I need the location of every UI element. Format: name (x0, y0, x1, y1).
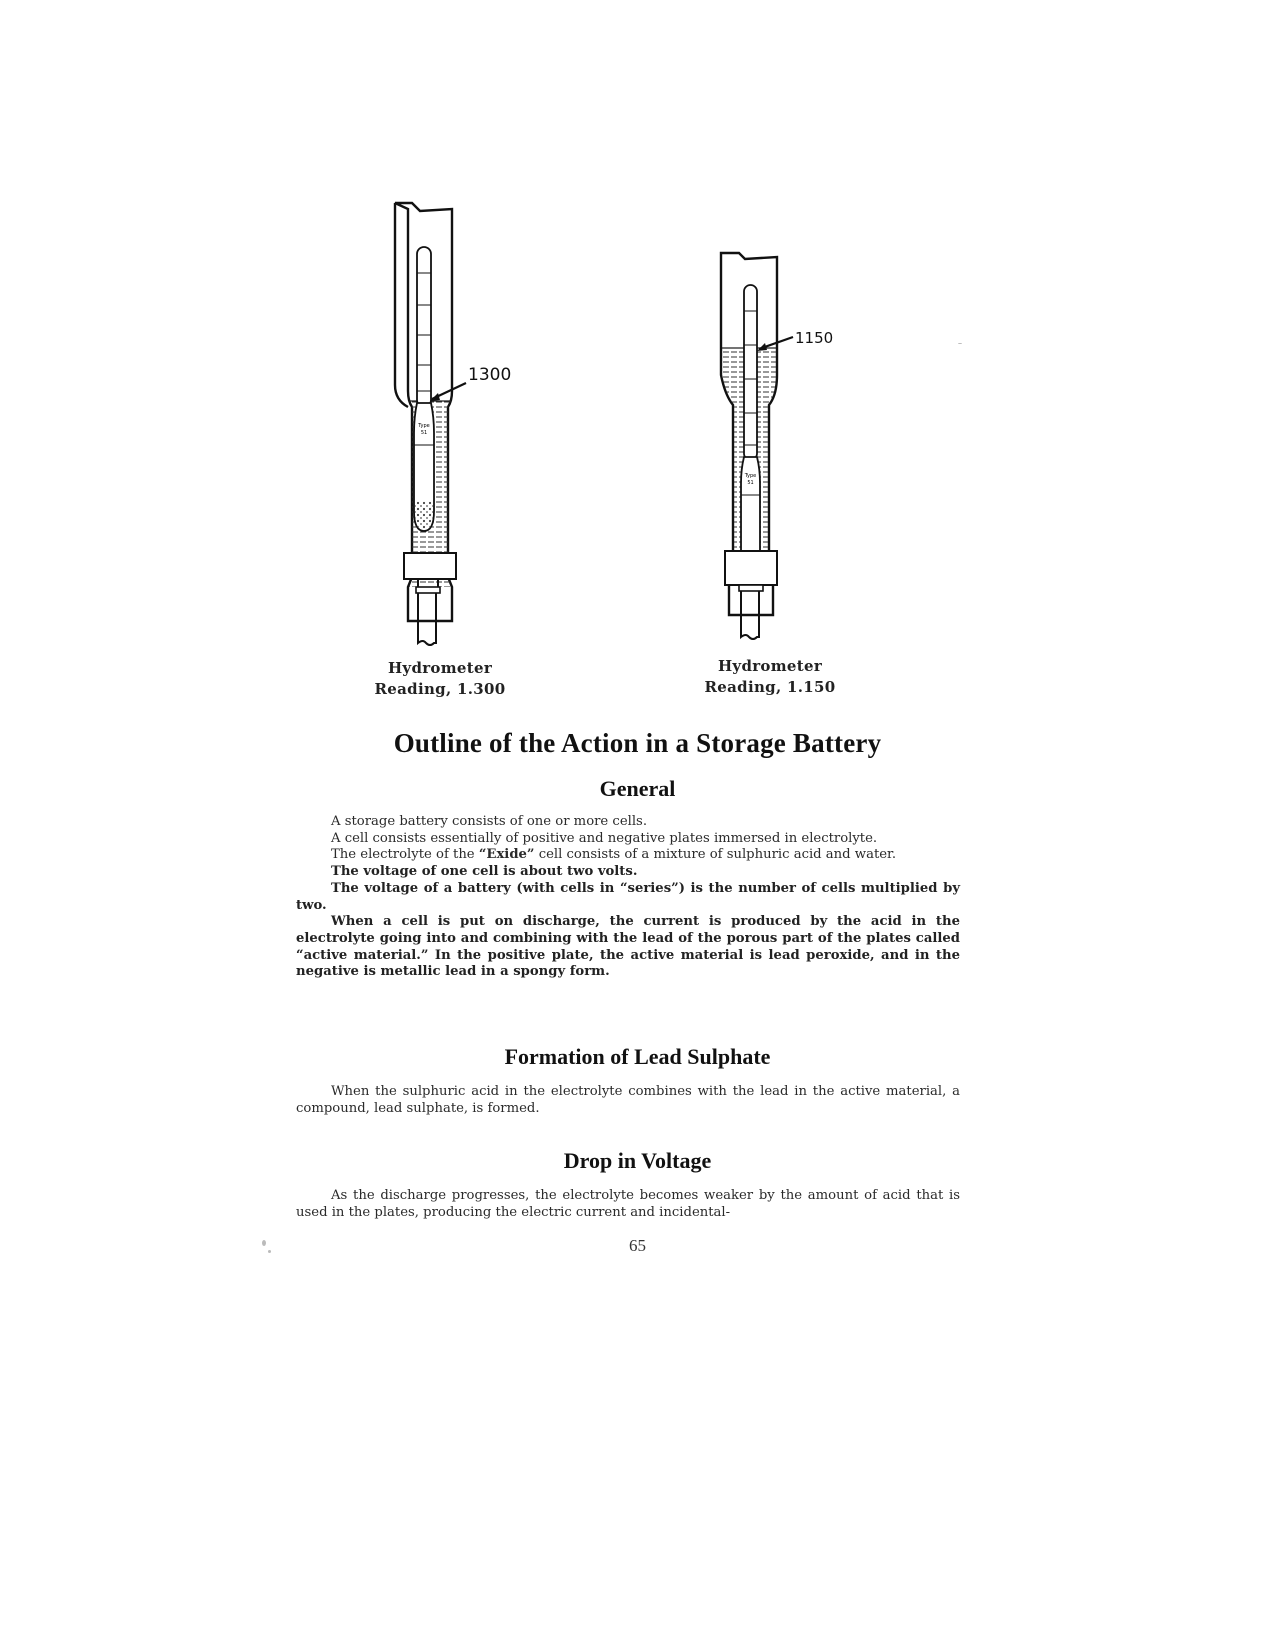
paragraph: The voltage of a battery (with cells in “series”) is the number of cells multiplied by two. (296, 880, 960, 913)
caption-line-1: Hydrometer (717, 657, 823, 675)
text: The electrolyte of the (331, 847, 479, 863)
page-title: Outline of the Action in a Storage Battery (393, 728, 882, 758)
scan-speck (262, 1240, 266, 1246)
section-body-drop-in-voltage (296, 1188, 960, 1221)
reading-label-1300: 1300 (468, 365, 512, 385)
text: cell consists of a mixture of sulphuric acid and water. (534, 847, 897, 863)
svg-text:51: 51 (420, 430, 428, 436)
section-heading-general: General (599, 776, 676, 801)
svg-text:51: 51 (747, 480, 754, 486)
section-heading-drop-in-voltage: Drop in Voltage (563, 1148, 712, 1173)
paragraph: When a cell is put on discharge, the current is produced by the acid in the electrolyte going into and combining with the lead of the porous part of the plates called “active material.” In the positive plate, the active material is lead peroxide, and in the negative is metallic lead in a spongy form. (296, 914, 960, 980)
paragraph-exide (296, 847, 960, 864)
svg-text:Type: Type (744, 473, 757, 479)
paragraph: A cell consists essentially of positive and negative plates immersed in electrolyte. (331, 830, 878, 846)
scan-speck (958, 343, 962, 344)
page-number: 65 (629, 1236, 646, 1255)
section-heading-lead-sulphate: Formation of Lead Sulphate (504, 1044, 771, 1069)
caption-line-2: Reading, 1.300 (374, 680, 506, 698)
paragraph: The voltage of one cell is about two volts. (331, 864, 638, 880)
caption-line-1: Hydrometer (387, 659, 493, 677)
paragraph: As the discharge progresses, the electrolyte becomes weaker by the amount of acid that is used in the plates, producing the electric current and incidental- (296, 1188, 960, 1220)
paragraph: A storage battery consists of one or more cells. (331, 814, 648, 829)
reading-label-1150: 1150 (795, 329, 834, 347)
scan-speck (268, 1250, 271, 1253)
paragraph: When the sulphuric acid in the electrolyte combines with the lead in the active material, a compound, lead sulphate, is formed. (296, 1084, 960, 1116)
figure-caption-1 (360, 658, 520, 700)
section-body-general (296, 814, 960, 981)
hydrometer-figure-1150 (715, 245, 875, 665)
svg-text:Type: Type (418, 423, 430, 429)
hydrometer-figure-1300 (380, 195, 540, 655)
section-body-lead-sulphate (296, 1084, 960, 1117)
caption-line-2: Reading, 1.150 (704, 678, 836, 696)
brand-name: “Exide” (478, 847, 535, 863)
hydrometer-illustration-icon (715, 245, 875, 665)
hydrometer-illustration-icon (380, 195, 540, 655)
figure-caption-2 (690, 656, 850, 698)
